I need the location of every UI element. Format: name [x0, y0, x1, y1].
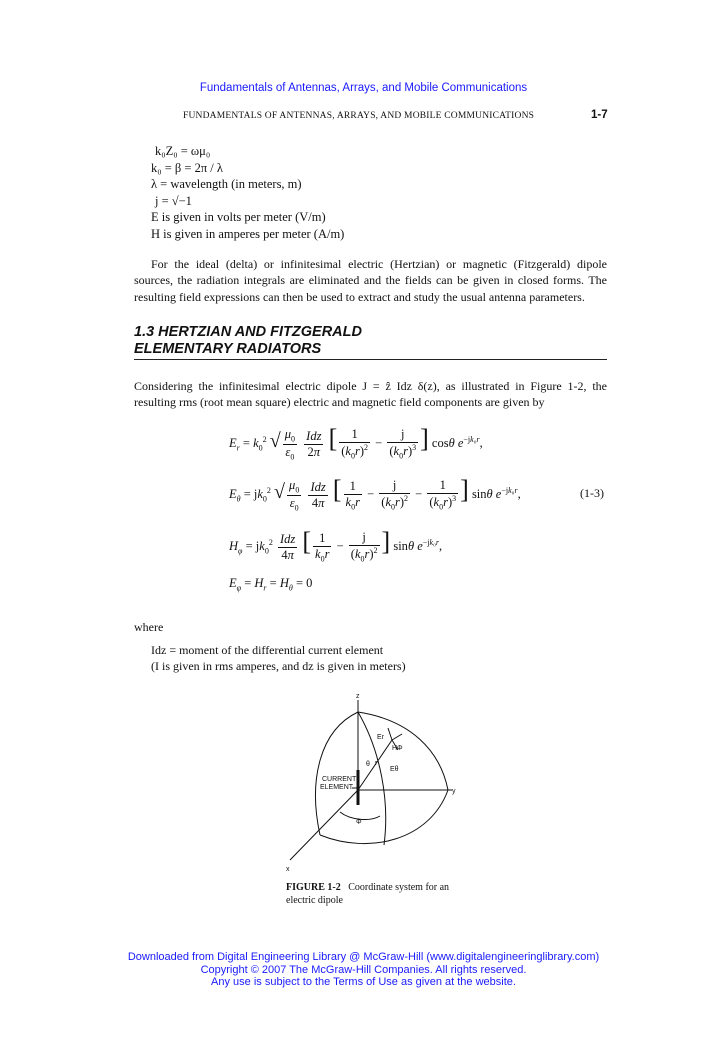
definition-item: λ = wavelength (in meters, m): [151, 177, 302, 191]
footer-download-link[interactable]: Downloaded from Digital Engineering Library @ McGraw-Hill (www.digitalengineeringlibrary.com): [127, 951, 600, 963]
label-y: y: [452, 788, 456, 795]
hphi-arrow: [392, 734, 402, 740]
section-heading: [134, 324, 607, 360]
label-current: CURRENT: [322, 776, 357, 783]
label-element: ELEMENT: [320, 784, 354, 791]
definition-item: k₀ = β = 2π / λ: [151, 160, 223, 175]
where-definition: Idz = moment of the differential current element: [151, 643, 384, 657]
equation-zero-fields: $E_\varphi = H_r = H_\theta = 0$: [229, 576, 313, 593]
equation-e-r: $E_r = k_0^2$ √ $\frac{\mu_0}{\varepsilon_0}$ $\frac{\text{Idz}}{2\pi}$ [ $\frac{1}{(k_0r)^2}$ − $\frac{j}{(k_0r)^3}$ ] cosθ $e^{-jk_0r}$,: [229, 424, 483, 462]
where-definition: (I is given in rms amperes, and dz is given in meters): [151, 659, 406, 673]
paragraph: Considering the infinitesimal electric dipole J = ẑ Idz δ(z), as illustrated in Figure 1-2, the resulting rms (root mean square) electric and magnetic field components are given by: [134, 379, 607, 410]
label-hphi: HΦ: [392, 745, 403, 752]
running-head: FUNDAMENTALS OF ANTENNAS, ARRAYS, AND MOBILE COMMUNICATIONS: [183, 111, 535, 121]
label-r: r: [375, 760, 378, 767]
label-phi: Φ: [356, 819, 362, 826]
section-heading-line: 1.3 HERTZIAN AND FITZGERALD: [134, 324, 362, 340]
sphere-meridian-arc: [316, 712, 358, 835]
figure-caption: [286, 881, 466, 907]
definitions-list: [151, 143, 344, 242]
paragraph: For the ideal (delta) or infinitesimal electric (Hertzian) or magnetic (Fitzgerald) dipole sources, the radiation integrals are eliminated and the fields can be given in closed forms. The resulting field expressions can then be used to extract and study the usual antenna parameters.: [134, 257, 607, 304]
page-number: 1-7: [591, 109, 608, 121]
header-link[interactable]: Fundamentals of Antennas, Arrays, and Mobile Communications: [199, 82, 528, 94]
sphere-inner-arc: [358, 712, 386, 845]
footer: [0, 951, 727, 989]
label-theta: θ: [366, 761, 370, 768]
definition-item: E is given in volts per meter (V/m): [151, 210, 326, 224]
equation-number: (1-3): [580, 486, 604, 500]
caption-text: Coordinate system for an electric dipole: [286, 882, 450, 906]
x-axis: [290, 790, 358, 860]
label-x: x: [286, 866, 290, 873]
label-z: z: [356, 693, 360, 700]
equation-e-theta: $E_\theta = jk_0^2$ √ $\frac{\mu_0}{\varepsilon_0}$ $\frac{\text{Idz}}{4\pi}$ [ $\frac{1}{k_0r}$ − $\frac{j}{(k_0r)^2}$ − $\frac{1}{(k_0r)^3}$ ] sinθ $e^{-jk_0r}$,: [229, 475, 521, 513]
coordinate-system-figure: [280, 690, 470, 875]
label-er: Er: [377, 734, 384, 741]
section-heading-line: ELEMENTARY RADIATORS: [134, 341, 322, 357]
er-arrow: [388, 728, 392, 740]
caption-label: FIGURE 1-2: [286, 882, 341, 893]
equation-h-phi: $H_\varphi = jk_0^2$ $\frac{\text{Idz}}{4\pi}$ [ $\frac{1}{k_0r}$ − $\frac{j}{(k_0r)^2}$ ] sinθ $e^{-jk_0r}$,: [229, 527, 443, 564]
sphere-equator-arc: [320, 790, 448, 844]
footer-terms[interactable]: Any use is subject to the Terms of Use as given at the website.: [211, 976, 516, 988]
where-definitions: [151, 642, 406, 674]
label-etheta: Eθ: [390, 766, 399, 773]
sphere-top-arc: [358, 712, 448, 790]
where-label: where: [134, 620, 164, 634]
footer-copyright[interactable]: Copyright © 2007 The McGraw-Hill Companies. All rights reserved.: [200, 963, 527, 976]
definition-item: k₀Z₀ = ωμ₀: [155, 144, 211, 158]
definition-item: H is given in amperes per meter (A/m): [151, 226, 345, 241]
definition-item: j = √−1: [155, 193, 192, 208]
